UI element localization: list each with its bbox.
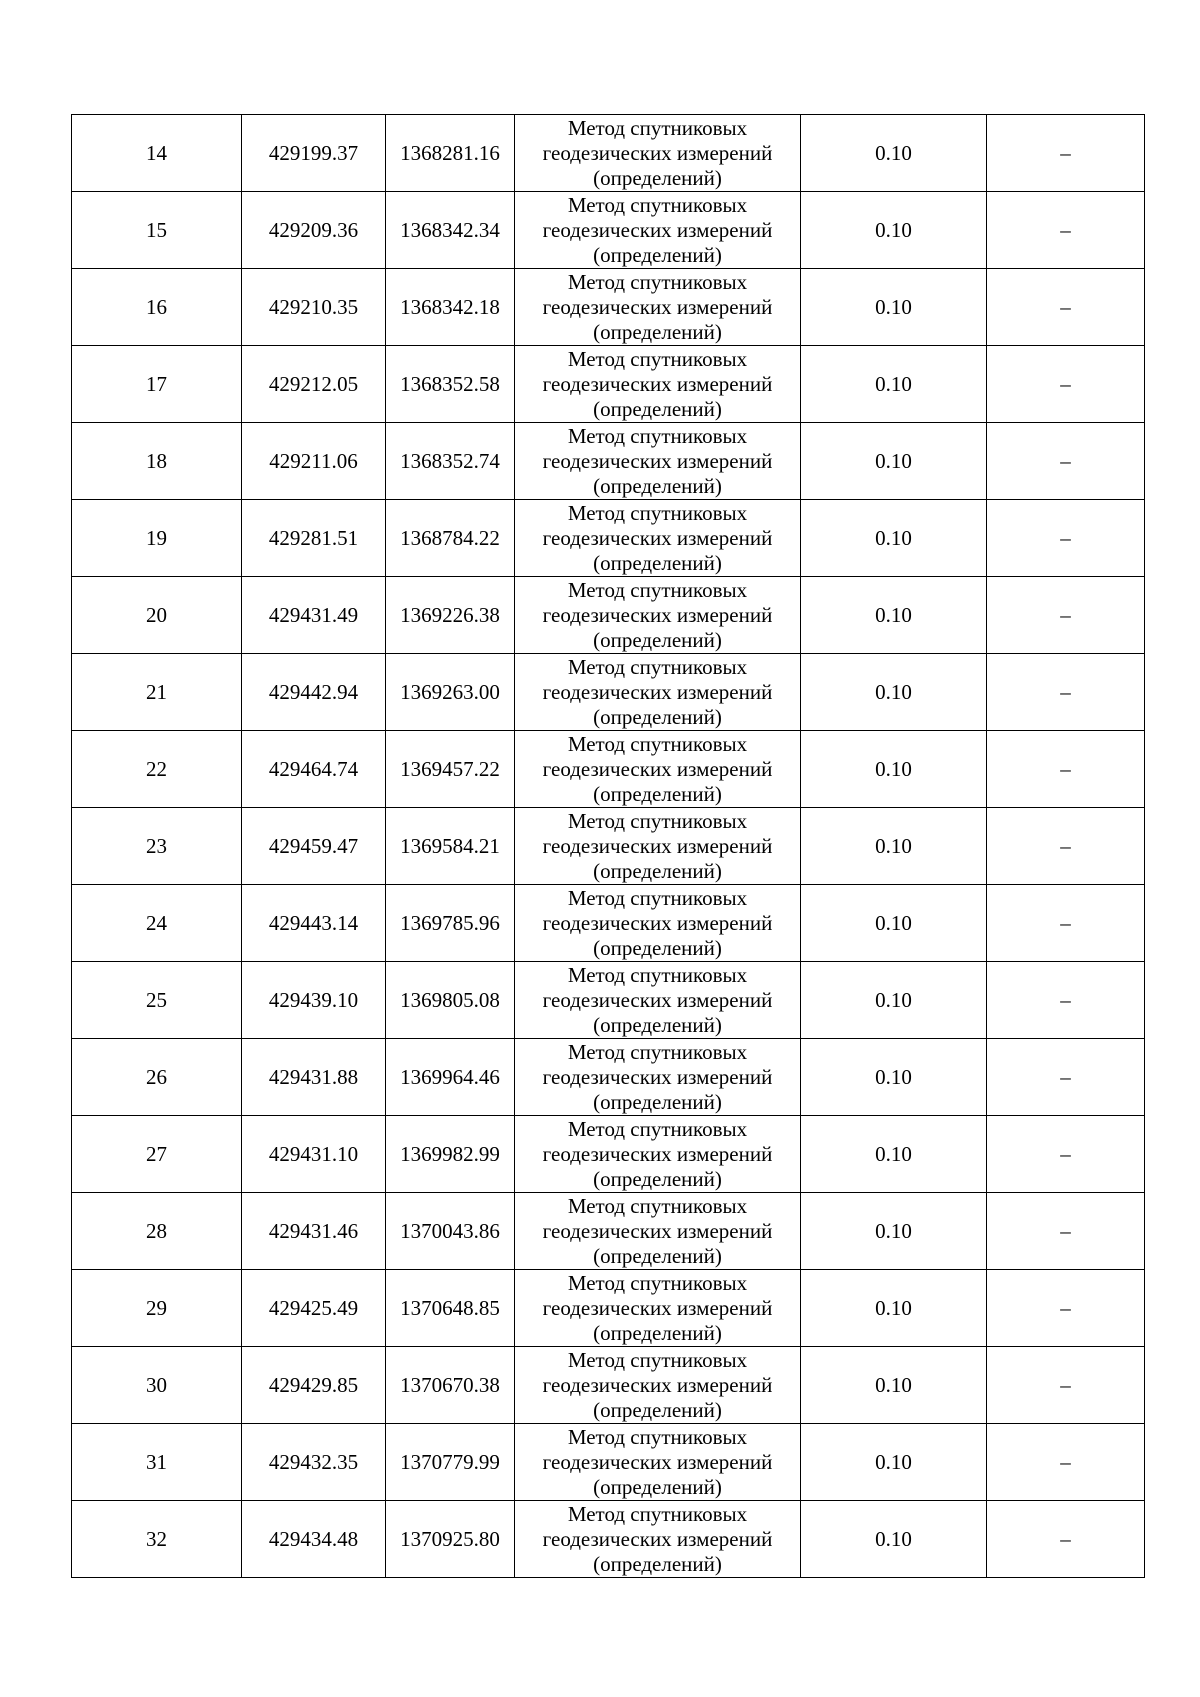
note-cell: – (987, 962, 1145, 1039)
note-cell: – (987, 423, 1145, 500)
note-cell: – (987, 1193, 1145, 1270)
method-cell (515, 577, 801, 654)
method-cell (515, 962, 801, 1039)
note-cell: – (987, 577, 1145, 654)
method-text: Метод спутниковых геодезических измерений (определений) (542, 885, 773, 960)
method-cell (515, 731, 801, 808)
accuracy-cell: 0.10 (801, 1039, 987, 1116)
coordinate-y-cell: 1368784.22 (386, 500, 515, 577)
coordinate-x-cell: 429429.85 (242, 1347, 386, 1424)
point-number-cell: 14 (72, 115, 242, 192)
table-row (72, 577, 1145, 654)
table-row (72, 1039, 1145, 1116)
point-number-cell: 23 (72, 808, 242, 885)
point-number-cell: 19 (72, 500, 242, 577)
table-row (72, 346, 1145, 423)
method-cell (515, 346, 801, 423)
table-row (72, 1424, 1145, 1501)
point-number-cell: 28 (72, 1193, 242, 1270)
point-number-cell: 15 (72, 192, 242, 269)
table-row (72, 269, 1145, 346)
method-text: Метод спутниковых геодезических измерений (определений) (542, 808, 773, 883)
accuracy-cell: 0.10 (801, 962, 987, 1039)
coordinate-x-cell: 429281.51 (242, 500, 386, 577)
method-text: Метод спутниковых геодезических измерений (определений) (542, 1039, 773, 1114)
method-cell (515, 1116, 801, 1193)
note-cell: – (987, 731, 1145, 808)
accuracy-cell: 0.10 (801, 192, 987, 269)
coordinate-x-cell: 429431.10 (242, 1116, 386, 1193)
coordinate-x-cell: 429209.36 (242, 192, 386, 269)
table-row (72, 654, 1145, 731)
coordinate-x-cell: 429210.35 (242, 269, 386, 346)
point-number-cell: 18 (72, 423, 242, 500)
coordinate-y-cell: 1369964.46 (386, 1039, 515, 1116)
method-cell (515, 269, 801, 346)
point-number-cell: 32 (72, 1501, 242, 1578)
note-cell: – (987, 192, 1145, 269)
point-number-cell: 25 (72, 962, 242, 1039)
point-number-cell: 29 (72, 1270, 242, 1347)
point-number-cell: 22 (72, 731, 242, 808)
method-cell (515, 1039, 801, 1116)
coordinate-y-cell: 1369982.99 (386, 1116, 515, 1193)
method-cell (515, 192, 801, 269)
method-text: Метод спутниковых геодезических измерений (определений) (542, 192, 773, 267)
note-cell: – (987, 1270, 1145, 1347)
accuracy-cell: 0.10 (801, 808, 987, 885)
coordinate-x-cell: 429459.47 (242, 808, 386, 885)
coordinate-x-cell: 429443.14 (242, 885, 386, 962)
coordinate-x-cell: 429464.74 (242, 731, 386, 808)
accuracy-cell: 0.10 (801, 423, 987, 500)
point-number-cell: 17 (72, 346, 242, 423)
coordinate-x-cell: 429434.48 (242, 1501, 386, 1578)
note-cell: – (987, 1501, 1145, 1578)
accuracy-cell: 0.10 (801, 1424, 987, 1501)
coordinate-y-cell: 1369226.38 (386, 577, 515, 654)
method-cell (515, 1270, 801, 1347)
coordinate-y-cell: 1370925.80 (386, 1501, 515, 1578)
coordinate-x-cell: 429431.49 (242, 577, 386, 654)
method-text: Метод спутниковых геодезических измерений (определений) (542, 731, 773, 806)
note-cell: – (987, 1039, 1145, 1116)
method-cell (515, 500, 801, 577)
table-row (72, 808, 1145, 885)
method-text: Метод спутниковых геодезических измерений (определений) (542, 1270, 773, 1345)
method-cell (515, 1424, 801, 1501)
coordinate-x-cell: 429212.05 (242, 346, 386, 423)
note-cell: – (987, 654, 1145, 731)
point-number-cell: 20 (72, 577, 242, 654)
table-row (72, 115, 1145, 192)
method-text: Метод спутниковых геодезических измерений (определений) (542, 500, 773, 575)
coordinate-x-cell: 429211.06 (242, 423, 386, 500)
coordinate-x-cell: 429431.46 (242, 1193, 386, 1270)
coordinate-x-cell: 429425.49 (242, 1270, 386, 1347)
method-text: Метод спутниковых геодезических измерений (определений) (542, 1116, 773, 1191)
method-cell (515, 423, 801, 500)
table-row (72, 1347, 1145, 1424)
method-text: Метод спутниковых геодезических измерений (определений) (542, 577, 773, 652)
point-number-cell: 21 (72, 654, 242, 731)
coordinate-x-cell: 429431.88 (242, 1039, 386, 1116)
method-text: Метод спутниковых геодезических измерений (определений) (542, 1347, 773, 1422)
table-row (72, 423, 1145, 500)
note-cell: – (987, 115, 1145, 192)
coordinate-x-cell: 429442.94 (242, 654, 386, 731)
method-text: Метод спутниковых геодезических измерений (определений) (542, 269, 773, 344)
point-number-cell: 26 (72, 1039, 242, 1116)
method-cell (515, 885, 801, 962)
point-number-cell: 30 (72, 1347, 242, 1424)
coordinate-y-cell: 1370779.99 (386, 1424, 515, 1501)
accuracy-cell: 0.10 (801, 1347, 987, 1424)
table-row (72, 500, 1145, 577)
coordinate-y-cell: 1369263.00 (386, 654, 515, 731)
accuracy-cell: 0.10 (801, 346, 987, 423)
table-row (72, 885, 1145, 962)
table-row (72, 1501, 1145, 1578)
coordinate-y-cell: 1369457.22 (386, 731, 515, 808)
point-number-cell: 16 (72, 269, 242, 346)
point-number-cell: 27 (72, 1116, 242, 1193)
note-cell: – (987, 1347, 1145, 1424)
coordinate-y-cell: 1368352.74 (386, 423, 515, 500)
coordinate-y-cell: 1370648.85 (386, 1270, 515, 1347)
method-text: Метод спутниковых геодезических измерений (определений) (542, 1501, 773, 1576)
method-cell (515, 654, 801, 731)
note-cell: – (987, 1116, 1145, 1193)
table-row (72, 731, 1145, 808)
method-cell (515, 115, 801, 192)
table-row (72, 1116, 1145, 1193)
accuracy-cell: 0.10 (801, 1501, 987, 1578)
accuracy-cell: 0.10 (801, 885, 987, 962)
method-text: Метод спутниковых геодезических измерений (определений) (542, 1193, 773, 1268)
method-text: Метод спутниковых геодезических измерений (определений) (542, 346, 773, 421)
coordinates-table (71, 114, 1145, 1578)
coordinate-y-cell: 1369785.96 (386, 885, 515, 962)
accuracy-cell: 0.10 (801, 269, 987, 346)
method-cell (515, 1501, 801, 1578)
note-cell: – (987, 269, 1145, 346)
note-cell: – (987, 885, 1145, 962)
table-row (72, 1193, 1145, 1270)
method-text: Метод спутниковых геодезических измерений (определений) (542, 115, 773, 190)
point-number-cell: 31 (72, 1424, 242, 1501)
coordinate-y-cell: 1368342.18 (386, 269, 515, 346)
accuracy-cell: 0.10 (801, 1270, 987, 1347)
table-row (72, 1270, 1145, 1347)
accuracy-cell: 0.10 (801, 1193, 987, 1270)
coordinate-y-cell: 1370043.86 (386, 1193, 515, 1270)
method-text: Метод спутниковых геодезических измерений (определений) (542, 654, 773, 729)
accuracy-cell: 0.10 (801, 500, 987, 577)
table-row (72, 962, 1145, 1039)
accuracy-cell: 0.10 (801, 577, 987, 654)
method-cell (515, 808, 801, 885)
note-cell: – (987, 1424, 1145, 1501)
note-cell: – (987, 500, 1145, 577)
accuracy-cell: 0.10 (801, 1116, 987, 1193)
coordinate-x-cell: 429199.37 (242, 115, 386, 192)
method-text: Метод спутниковых геодезических измерений (определений) (542, 423, 773, 498)
coordinate-y-cell: 1368281.16 (386, 115, 515, 192)
coordinate-y-cell: 1369584.21 (386, 808, 515, 885)
coordinate-x-cell: 429439.10 (242, 962, 386, 1039)
accuracy-cell: 0.10 (801, 731, 987, 808)
method-cell (515, 1193, 801, 1270)
method-cell (515, 1347, 801, 1424)
coordinate-x-cell: 429432.35 (242, 1424, 386, 1501)
method-text: Метод спутниковых геодезических измерений (определений) (542, 962, 773, 1037)
coordinate-y-cell: 1368342.34 (386, 192, 515, 269)
accuracy-cell: 0.10 (801, 654, 987, 731)
coordinate-y-cell: 1370670.38 (386, 1347, 515, 1424)
table-row (72, 192, 1145, 269)
note-cell: – (987, 346, 1145, 423)
coordinate-y-cell: 1369805.08 (386, 962, 515, 1039)
point-number-cell: 24 (72, 885, 242, 962)
method-text: Метод спутниковых геодезических измерений (определений) (542, 1424, 773, 1499)
coordinate-y-cell: 1368352.58 (386, 346, 515, 423)
note-cell: – (987, 808, 1145, 885)
accuracy-cell: 0.10 (801, 115, 987, 192)
coordinates-table-body (72, 115, 1145, 1578)
